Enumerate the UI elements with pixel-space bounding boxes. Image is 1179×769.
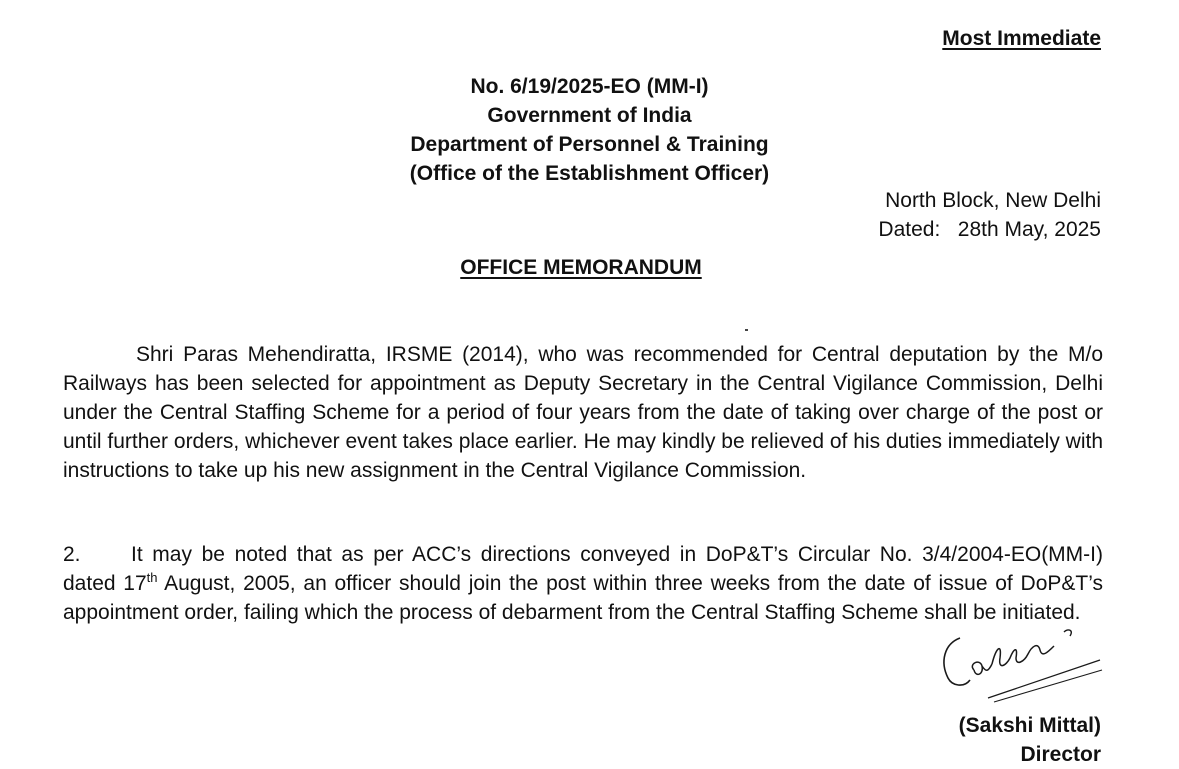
place: North Block, New Delhi (885, 189, 1101, 212)
office-name: (Office of the Establishment Officer) (409, 162, 770, 185)
date: Dated: 28th May, 2025 (878, 218, 1101, 241)
government-name: Government of India (487, 104, 692, 127)
document-header (0, 72, 1179, 188)
date-superscript: th (146, 570, 158, 585)
paragraph-2 (63, 540, 1103, 627)
memo-title: OFFICE MEMORANDUM (460, 256, 702, 279)
signatory-name: (Sakshi Mittal) (958, 714, 1101, 737)
scan-speck (745, 329, 748, 331)
paragraph-1 (63, 340, 1103, 485)
signatory-block (959, 711, 1101, 769)
place-and-date (878, 186, 1101, 244)
paragraph-2-text-after: August, 2005, an officer should join the post within three weeks from the date of issue of DoP&T’s appointment order, failing which the process of debarment from the Central Staffing Scheme shall be initiated. (63, 572, 1103, 624)
signatory-designation: Director (1020, 743, 1101, 766)
file-number: No. 6/19/2025-EO (MM-I) (470, 75, 709, 98)
paragraph-1-text: Shri Paras Mehendiratta, IRSME (2014), who was recommended for Central deputation by the M/o Railways has been selected for appointment as Deputy Secretary in the Central Vigilance Commission, Delhi under the Central Staffing Scheme for a period of four years from the date of taking over charge of the post or until further orders, whichever event takes place earlier. He may kindly be relieved of his duties immediately with instructions to take up his new assignment in the Central Vigilance Commission. (63, 343, 1103, 482)
handwritten-signature (930, 618, 1110, 708)
paragraph-2-text-before: It may be noted that as per ACC’s directions conveyed in DoP&T’s Circular No. 3/4/2004-EO(MM-I) dated 17 (63, 543, 1103, 595)
priority-label: Most Immediate (942, 27, 1101, 50)
department-name: Department of Personnel & Training (410, 133, 769, 156)
paragraph-2-number: 2. (63, 543, 81, 566)
